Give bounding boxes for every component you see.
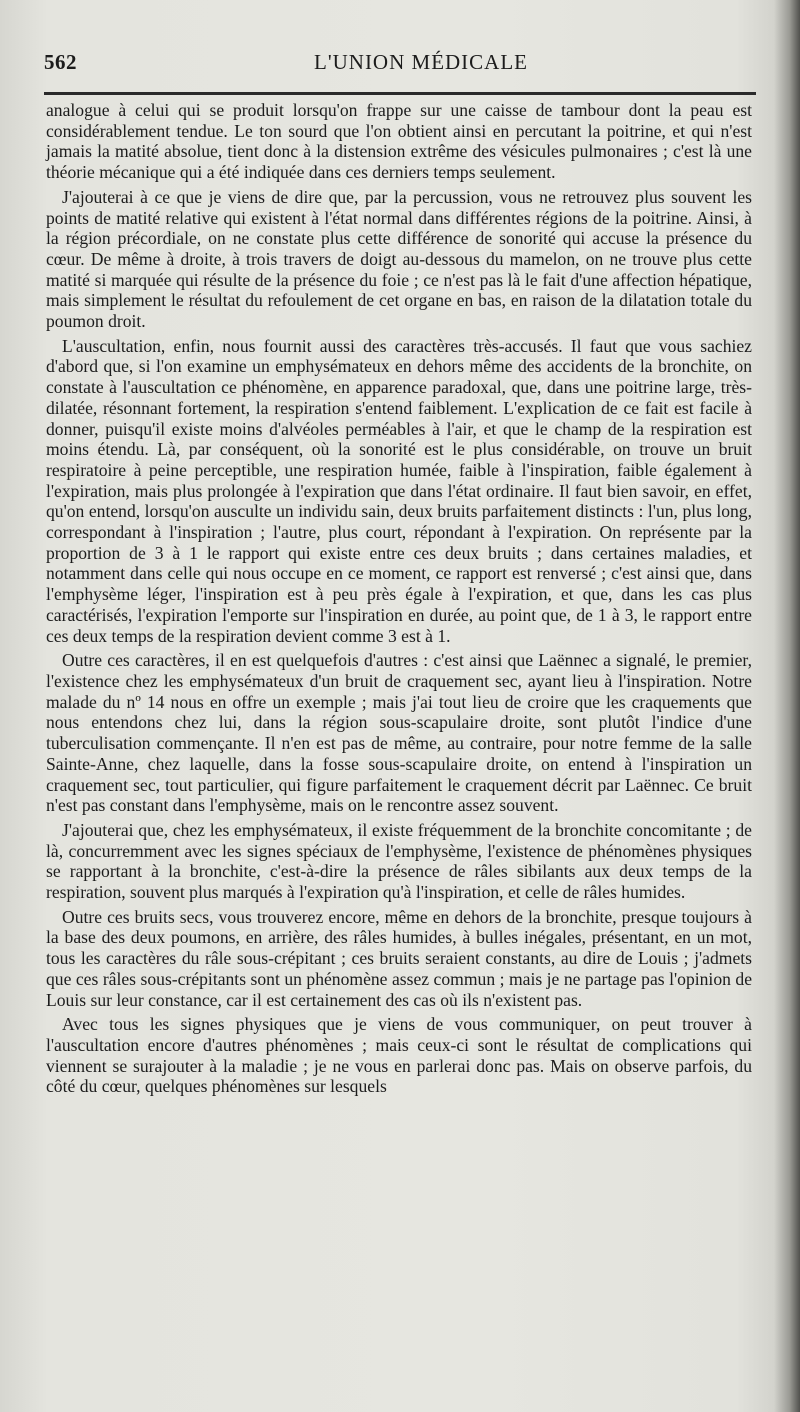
paragraph-4: Outre ces caractères, il en est quelquefois d'autres : c'est ainsi que Laënnec a signalé, le premier, l'existence chez les emphysémateux d'un bruit de craquement sec, ayant lieu à l'inspiration. Notre malade du nº 14 nous en offre un exemple ; mais j'ai tout lieu de croire que les craquements que nous entendons chez lui, dans la région sous-scapulaire droite, sont plutôt l'indice d'une tuberculisation commençante. Il n'en est pas de même, au contraire, pour notre femme de la salle Sainte-Anne, chez laquelle, dans la fosse sous-scapulaire droite, on entend à l'inspiration un craquement sec, tout particulier, qui figure parfaitement le craquement décrit par Laënnec. Ce bruit n'est pas constant dans l'emphysème, mais on le rencontre assez souvent. xyxy=(46,650,752,816)
page-gutter-shadow xyxy=(774,0,800,1412)
article-body xyxy=(46,100,752,1101)
paragraph-5: J'ajouterai que, chez les emphysémateux, il existe fréquemment de la bronchite concomitante ; de là, concurremment avec les signes spéciaux de l'emphysème, l'existence de phénomènes physiques se rapportant à la bronchite, c'est-à-dire la présence de râles sibilants aux deux temps de la respiration, souvent plus marqués à l'expiration qu'à l'inspiration, et celle de râles humides. xyxy=(46,819,752,903)
header-rule xyxy=(44,92,756,95)
paragraph-2: J'ajouterai à ce que je viens de dire que, par la percussion, vous ne retrouvez plus souvent les points de matité relative qui existent à l'état normal dans différentes régions de la poitrine. Ainsi, à la région précordiale, on ne constate plus cette différence de sonorité qui accuse la présence du cœur. De même à droite, à trois travers de doigt au-dessous du mamelon, on ne trouve plus cette matité si marquée qui résulte de la présence du foie ; ce n'est pas là le fait d'une affection hépatique, mais simplement le résultat du refoulement de cet organe en bas, en raison de la dilatation totale du poumon droit. xyxy=(46,186,752,332)
paragraph-3: L'auscultation, enfin, nous fournit aussi des caractères très-accusés. Il faut que vous sachiez d'abord que, si l'on examine un emphysémateux en dehors même des accidents de la bronchite, on constate à l'auscultation ce phénomène, en apparence paradoxal, que, dans une poitrine large, très-dilatée, résonnant fortement, la respiration s'entend faiblement. L'explication de ce fait est facile à donner, puisqu'il existe moins d'alvéoles perméables à l'air, et que le champ de la respiration est moins étendu. Là, par conséquent, où la sonorité est le plus considérable, on trouve un bruit respiratoire à peine perceptible, une respiration humée, faible à l'inspiration, faible également à l'expiration, mais plus prolongée à l'expiration que dans l'état ordinaire. Il faut bien savoir, en effet, qu'on entend, lorsqu'on ausculte un individu sain, deux bruits parfaitement distincts : l'un, plus long, correspondant à l'inspiration ; l'autre, plus court, répondant à l'expiration. On représente par la proportion de 3 à 1 le rapport qui existe entre ces deux bruits ; dans certaines maladies, et notamment dans celle qui nous occupe en ce moment, ce rapport est renversé ; c'est ainsi que, dans l'emphysème léger, l'inspiration est à peu près égale à l'expiration, et que, dans les cas plus caractérisés, l'expiration l'emporte sur l'inspiration en durée, au point que, de 1 à 3, le rapport entre ces deux temps de la respiration devient comme 3 est à 1. xyxy=(46,335,752,646)
running-title: L'UNION MÉDICALE xyxy=(314,50,529,74)
paragraph-1: analogue à celui qui se produit lorsqu'on frappe sur une caisse de tambour dont la peau est considérablement tendue. Le ton sourd que l'on obtient ainsi en percutant la poitrine, et qui n'est jamais la matité absolue, tient donc à la distension extrême des vésicules pulmonaires ; c'est là une théorie mécanique qui a été indiquée dans ces derniers temps seulement. xyxy=(46,100,752,183)
paragraph-6: Outre ces bruits secs, vous trouverez encore, même en dehors de la bronchite, presque toujours à la base des deux poumons, en arrière, des râles humides, à bulles inégales, présentant, en un mot, tous les caractères du râle sous-crépitant ; ces bruits seraient constants, au dire de Louis ; j'admets que ces râles sous-crépitants sont un phénomène assez commun ; mais je ne partage pas l'opinion de Louis sur leur constance, car il est certainement des cas où ils n'existent pas. xyxy=(46,906,752,1010)
paragraph-7: Avec tous les signes physiques que je viens de vous communiquer, on peut trouver à l'auscultation encore d'autres phénomènes ; mais ceux-ci sont le résultat de complications qui viennent se surajouter à la maladie ; je ne vous en parlerai donc pas. Mais on observe parfois, du côté du cœur, quelques phénomènes sur lesquels xyxy=(46,1014,752,1097)
page-header xyxy=(44,50,756,80)
page-number: 562 xyxy=(44,50,77,74)
